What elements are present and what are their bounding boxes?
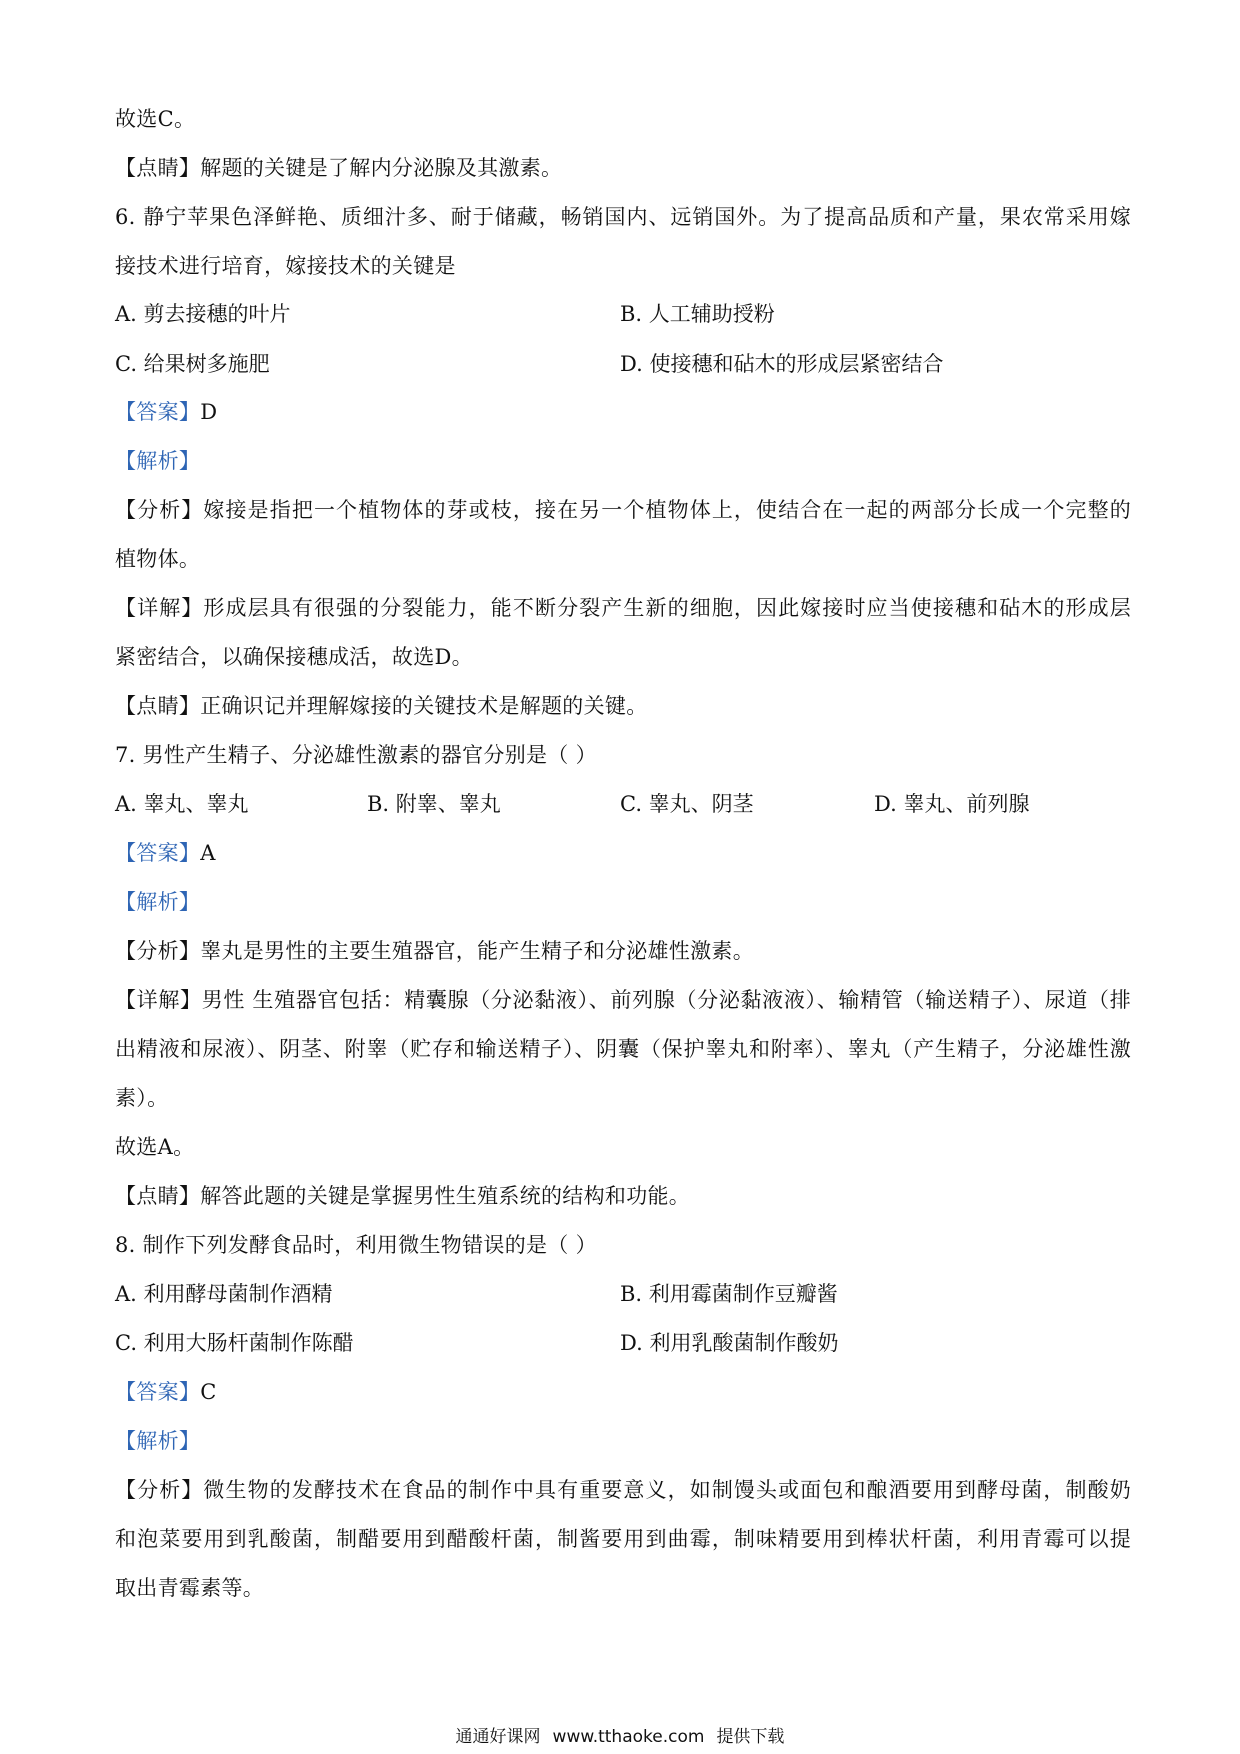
analysis-text: 睾丸是男性的主要生殖器官，能产生精子和分泌雄性激素。: [200, 939, 755, 963]
question-6-option-c: C. 给果树多施肥: [115, 352, 270, 376]
conclusion-text: 故选C。: [115, 107, 196, 131]
question-8-option-b: B. 利用霉菌制作豆瓣酱: [620, 1282, 838, 1306]
question-8-analysis-line-3: 取出青霉素等。: [115, 1576, 265, 1600]
question-7-analysis: [115, 937, 754, 965]
question-7-detail-line-3: 素）。: [115, 1086, 169, 1110]
question-8-option-c: C. 利用大肠杆菌制作陈醋: [115, 1331, 354, 1355]
question-7-conclusion: 故选A。: [115, 1135, 195, 1159]
question-7-answer-line: [115, 839, 216, 867]
analysis-text: 嫁接是指把一个植物体的芽或枝，接在另一个植物体上，使结合在一起的两部分长成一个完整的: [203, 498, 1131, 522]
question-6-option-a: A. 剪去接穗的叶片: [115, 302, 291, 326]
question-8-analysis-line-2: 和泡菜要用到乳酸菌，制醋要用到醋酸杆菌，制酱要用到曲霉，制味精要用到棒状杆菌，利用青霉可以提: [115, 1527, 1131, 1551]
question-7-stem: 7. 男性产生精子、分泌雄性激素的器官分别是（ ）: [115, 743, 597, 767]
question-7-answer: A: [200, 841, 216, 865]
footer-note: 提供下载: [716, 1727, 785, 1747]
answer-tag: 【答案】: [115, 841, 201, 865]
question-6-option-d: D. 使接穗和砧木的形成层紧密结合: [620, 352, 944, 376]
question-7-option-d: D. 睾丸、前列腺: [874, 792, 1030, 816]
question-6-option-b: B. 人工辅助授粉: [620, 302, 775, 326]
question-7-option-a: A. 睾丸、睾丸: [115, 792, 249, 816]
question-6-stem-line-1: 6. 静宁苹果色泽鲜艳、质细汁多、耐于储藏，畅销国内、远销国外。为了提高品质和产量，果农常采用嫁: [115, 205, 1131, 229]
question-8-answer-line: [115, 1378, 217, 1406]
answer-tag: 【答案】: [115, 400, 201, 424]
question-8-option-a: A. 利用酵母菌制作酒精: [115, 1282, 333, 1306]
question-8-option-d: D. 利用乳酸菌制作酸奶: [620, 1331, 839, 1355]
analysis-tag: 【分析】: [115, 939, 201, 963]
detail-tag: 【详解】: [115, 596, 204, 620]
question-7-option-b: B. 附睾、睾丸: [367, 792, 501, 816]
question-7-key-point: [115, 1182, 690, 1210]
answer-tag: 【答案】: [115, 1380, 201, 1404]
key-point-tag: 【点睛】: [115, 694, 201, 718]
question-7-detail-line-2: 出精液和尿液）、阴茎、附睾（贮存和输送精子）、阴囊（保护睾丸和附率）、睾丸（产生精子，分泌雄性激: [115, 1037, 1131, 1061]
question-8-analysis-heading: 【解析】: [115, 1429, 201, 1453]
key-point-text: 正确识记并理解嫁接的关键技术是解题的关键。: [200, 694, 648, 718]
question-6-analysis-line-1: [115, 496, 1131, 524]
question-6-stem-line-2: 接技术进行培育，嫁接技术的关键是: [115, 254, 456, 278]
detail-text: 男性 生殖器官包括：精囊腺（分泌黏液）、前列腺（分泌黏液液）、输精管（输送精子）、尿道（排: [201, 988, 1132, 1012]
conclusion-line: [115, 105, 195, 133]
question-7-option-c: C. 睾丸、阴茎: [620, 792, 754, 816]
question-8-analysis-line-1: [115, 1476, 1131, 1504]
question-6-key-point: [115, 692, 648, 720]
key-point-tag: 【点睛】: [115, 1184, 201, 1208]
detail-text: 形成层具有很强的分裂能力，能不断分裂产生新的细胞，因此嫁接时应当使接穗和砧木的形成层: [203, 596, 1131, 620]
question-7-detail-line-1: [115, 986, 1131, 1014]
key-point-line: [115, 154, 562, 182]
footer-brand: 通通好课网: [455, 1727, 541, 1747]
key-point-tag: 【点睛】: [115, 156, 201, 180]
analysis-tag: 【分析】: [115, 498, 204, 522]
key-point-text: 解答此题的关键是掌握男性生殖系统的结构和功能。: [200, 1184, 691, 1208]
question-6-detail-line-1: [115, 594, 1131, 622]
question-8-stem: 8. 制作下列发酵食品时，利用微生物错误的是（ ）: [115, 1233, 597, 1257]
question-6-answer-line: [115, 398, 217, 426]
question-8-answer: C: [200, 1380, 217, 1404]
key-point-text: 解题的关键是了解内分泌腺及其激素。: [200, 156, 563, 180]
question-6-analysis-line-2: 植物体。: [115, 547, 201, 571]
analysis-tag: 【分析】: [115, 1478, 204, 1502]
question-6-answer: D: [200, 400, 218, 424]
footer-url-link[interactable]: www.tthaoke.com: [552, 1727, 705, 1747]
detail-tag: 【详解】: [115, 988, 202, 1012]
question-6-detail-line-2: 紧密结合，以确保接穗成活，故选D。: [115, 645, 473, 669]
question-7-analysis-heading: 【解析】: [115, 890, 201, 914]
analysis-text: 微生物的发酵技术在食品的制作中具有重要意义，如制馒头或面包和酿酒要用到酵母菌，制酸奶: [203, 1478, 1131, 1502]
question-6-analysis-heading: 【解析】: [115, 449, 201, 473]
page-footer: [0, 1726, 1240, 1748]
